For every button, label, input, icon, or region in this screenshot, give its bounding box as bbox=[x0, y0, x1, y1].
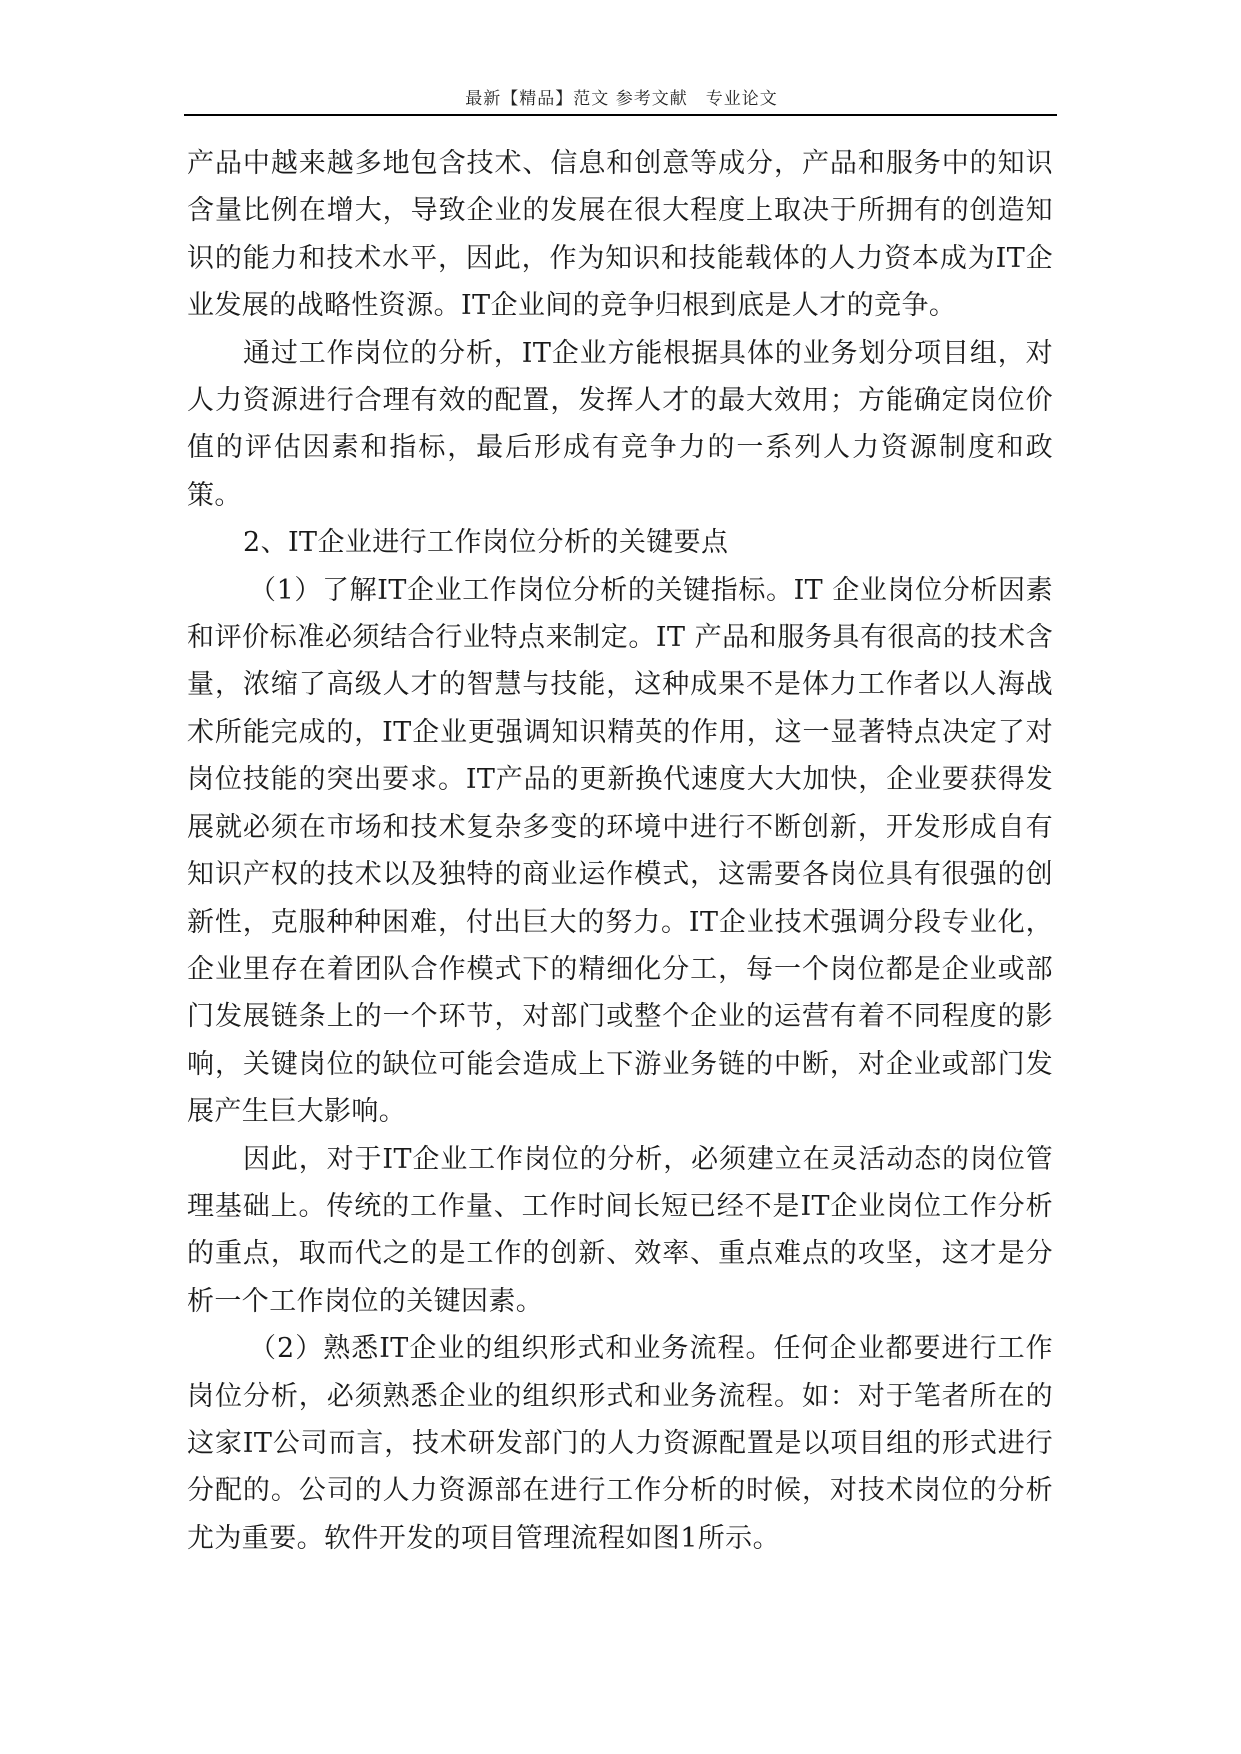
running-header: 最新【精品】范文 参考文献 专业论文 bbox=[465, 89, 778, 109]
paragraph-key-indicators: （1）了解IT企业工作岗位分析的关键指标。IT 企业岗位分析因素和评价标准必须结合行业特点来制定。IT 产品和服务具有很高的技术含量，浓缩了高级人才的智慧与技能，这种成果不是体力工作者以人海战术所能完成的，IT企业更强调知识精英的作用，这一显著特点决定了对岗位技能的突出要求。IT产品的更新换代速度大大加快，企业要获得发展就必须在市场和技术复杂多变的环境中进行不断创新，开发形成自有知识产权的技术以及独特的商业运作模式，这需要各岗位具有很强的创新性，克服种种困难，付出巨大的努力。IT企业技术强调分段专业化，企业里存在着团队合作模式下的精细化分工，每一个岗位都是企业或部门发展链条上的一个环节，对部门或整个企业的运营有着不同程度的影响，关键岗位的缺位可能会造成上下游业务链的中断，对企业或部门发展产生巨大影响。 bbox=[187, 574, 1053, 1128]
paragraph-therefore: 因此，对于IT企业工作岗位的分析，必须建立在灵活动态的岗位管理基础上。传统的工作量、工作时间长短已经不是IT企业岗位工作分析的重点，取而代之的是工作的创新、效率、重点难点的攻坚，这才是分析一个工作岗位的关键因素。 bbox=[187, 1143, 1053, 1317]
section-heading: 2、IT企业进行工作岗位分析的关键要点 bbox=[243, 527, 729, 559]
paragraph-intro: 产品中越来越多地包含技术、信息和创意等成分，产品和服务中的知识含量比例在增大，导致企业的发展在很大程度上取决于所拥有的创造知识的能力和技术水平，因此，作为知识和技能载体的人力资本成为IT企业发展的战略性资源。IT企业间的竞争归根到底是人才的竞争。 bbox=[187, 148, 1053, 322]
body-text bbox=[187, 140, 1053, 1562]
paragraph-job-analysis: 通过工作岗位的分析，IT企业方能根据具体的业务划分项目组，对人力资源进行合理有效的配置，发挥人才的最大效用；方能确定岗位价值的评估因素和指标，最后形成有竞争力的一系列人力资源制度和政策。 bbox=[187, 337, 1053, 511]
header-rule bbox=[184, 114, 1057, 116]
paragraph-organization: （2）熟悉IT企业的组织形式和业务流程。任何企业都要进行工作岗位分析，必须熟悉企业的组织形式和业务流程。如：对于笔者所在的这家IT公司而言，技术研发部门的人力资源配置是以项目组的形式进行分配的。公司的人力资源部在进行工作分析的时候，对技术岗位的分析尤为重要。软件开发的项目管理流程如图1所示。 bbox=[187, 1333, 1053, 1554]
